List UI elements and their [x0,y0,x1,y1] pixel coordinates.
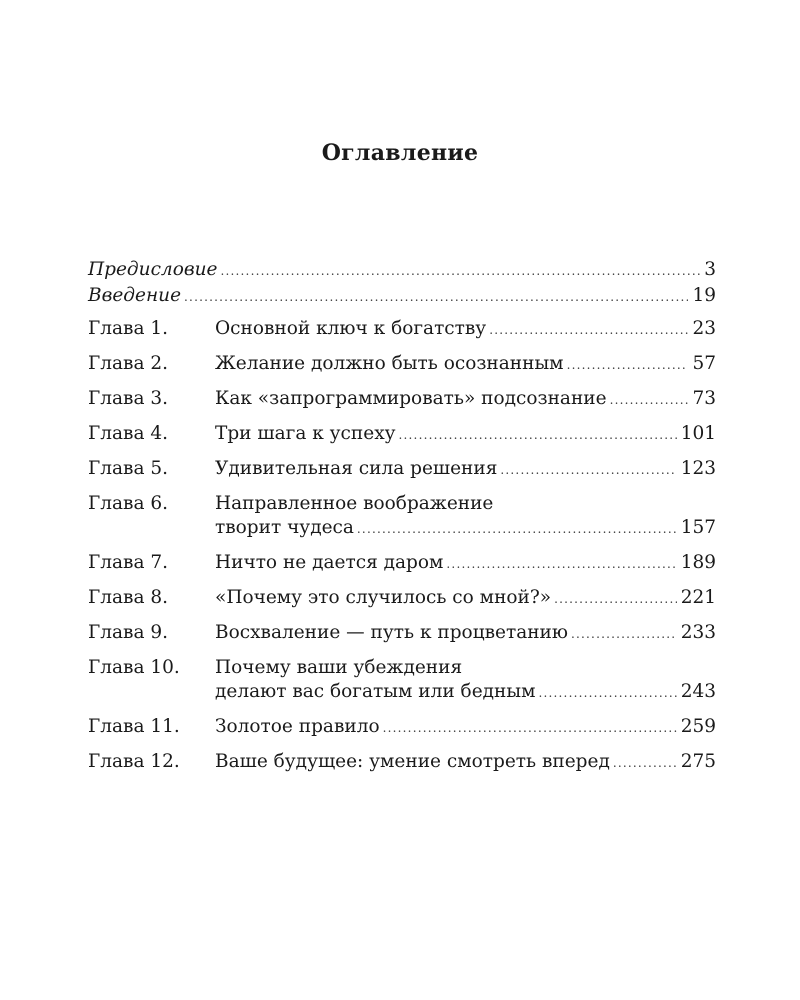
chapter-label: Глава 7. [88,552,169,573]
toc-entry-preface[interactable] [88,258,716,283]
leader-dots [446,552,676,576]
leader-dots [383,716,677,740]
toc-page-number: 259 [680,716,716,737]
toc-entry-line [215,422,716,447]
toc-entry-line [88,284,716,309]
chapter-body [215,352,716,377]
toc-entry-chapter-7[interactable] [88,551,716,576]
toc-entry-chapter-2[interactable] [88,352,716,377]
chapter-label: Глава 1. [88,318,169,339]
chapter-title: творит чудеса [215,517,354,538]
toc-entry-line [88,258,716,283]
leader-dots [554,587,677,611]
leader-dots [220,259,700,283]
chapter-body [215,492,716,541]
toc-entry-line [215,621,716,646]
chapter-body [215,422,716,447]
toc-page-number: 57 [692,353,716,374]
toc-page-number: 189 [680,552,716,573]
chapter-title: Удивительная сила решения [215,458,498,479]
toc-entry-chapter-10[interactable] [88,656,716,705]
toc-entry-chapter-1[interactable] [88,317,716,342]
chapter-title: Восхваление — путь к процветанию [215,622,568,643]
leader-dots [500,458,676,482]
leader-dots [489,318,688,342]
chapter-body [215,586,716,611]
chapter-label: Глава 5. [88,458,169,479]
toc-page-number: 221 [680,587,716,608]
toc-entry-introduction[interactable] [88,284,716,309]
leader-dots [610,388,689,412]
toc-entry-line [215,586,716,611]
toc-page-number: 233 [680,622,716,643]
leader-dots [357,517,677,541]
chapter-body [215,457,716,482]
chapter-title: Золотое правило [215,716,380,737]
chapter-title: Три шага к успеху [215,423,396,444]
toc-entry-line [215,680,716,705]
toc-page-number: 123 [680,458,716,479]
toc-entry-line [215,387,716,412]
chapter-label: Глава 8. [88,587,169,608]
toc-entry-line [215,551,716,576]
chapter-label: Глава 11. [88,716,180,737]
chapter-body [215,621,716,646]
chapter-title-line: Направленное воображение [215,493,494,514]
chapter-label: Глава 2. [88,353,169,374]
toc-page-number: 73 [692,388,716,409]
chapter-body [215,387,716,412]
toc-entry-line [215,317,716,342]
toc-entry-line [215,750,716,775]
chapter-title-line: Почему ваши убеждения [215,657,463,678]
page-title: Оглавление [321,140,479,166]
toc-entry-line [215,516,716,541]
toc-entry-title: Введение [88,285,182,306]
toc-entry-chapter-9[interactable] [88,621,716,646]
chapter-label: Глава 12. [88,751,180,772]
toc-page-number: 275 [680,751,716,772]
toc-entry-chapter-3[interactable] [88,387,716,412]
chapter-title: Как «запрограммировать» подсознание [215,388,607,409]
toc-entry-chapter-8[interactable] [88,586,716,611]
chapter-body [215,551,716,576]
chapter-title: делают вас богатым или бедным [215,681,536,702]
chapter-title: «Почему это случилось со мной?» [215,587,552,608]
chapter-body [215,656,716,705]
chapter-label: Глава 6. [88,493,169,514]
chapter-title: Основной ключ к богатству [215,318,487,339]
chapter-title: Ваше будущее: умение смотреть вперед [215,751,610,772]
toc-entry-chapter-5[interactable] [88,457,716,482]
toc-entry-chapter-11[interactable] [88,715,716,740]
toc-page-number: 243 [680,681,716,702]
toc-page-number: 157 [680,517,716,538]
leader-dots [571,622,677,646]
toc-page-number: 3 [704,259,716,280]
chapter-label: Глава 4. [88,423,169,444]
toc-page-number: 101 [680,423,716,444]
chapter-label: Глава 9. [88,622,169,643]
chapter-label: Глава 10. [88,657,180,678]
chapter-title: Ничто не дается даром [215,552,444,573]
toc-entry-line [215,457,716,482]
leader-dots [613,751,677,775]
toc-entry-chapter-12[interactable] [88,750,716,775]
leader-dots [567,353,689,377]
toc-entry-chapter-6[interactable] [88,492,716,541]
chapter-title: Желание должно быть осознанным [215,353,564,374]
leader-dots [184,285,688,309]
toc-page-number: 23 [692,318,716,339]
leader-dots [538,681,676,705]
toc-page-number: 19 [692,285,716,306]
toc-entry-chapter-4[interactable] [88,422,716,447]
toc-entry-title: Предисловие [88,259,218,280]
chapter-body [215,317,716,342]
table-of-contents [88,258,716,785]
toc-entry-line [215,715,716,740]
chapter-body [215,715,716,740]
chapter-body [215,750,716,775]
toc-entry-line [215,352,716,377]
leader-dots [399,423,677,447]
chapter-label: Глава 3. [88,388,169,409]
